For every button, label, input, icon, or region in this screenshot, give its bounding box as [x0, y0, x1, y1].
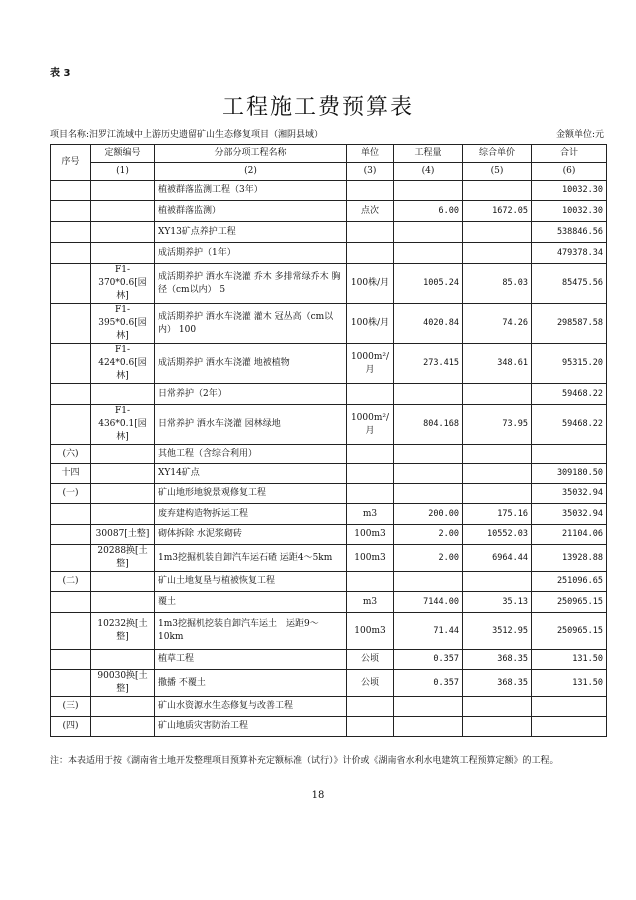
cell-seq [51, 201, 91, 222]
cell-name: 1m3挖掘机装自卸汽车运石碴 运距4～5km [155, 545, 347, 572]
cell-unit: 公顷 [347, 650, 394, 670]
cell-qty: 2.00 [394, 525, 463, 545]
cell-name: XY14矿点 [155, 464, 347, 484]
cell-total: 59468.22 [532, 405, 607, 445]
cell-total [532, 445, 607, 464]
cell-unit [347, 445, 394, 464]
cell-unit: 1000m²/月 [347, 405, 394, 445]
cell-qty: 0.357 [394, 650, 463, 670]
cell-seq: (四) [51, 717, 91, 737]
cell-price: 368.35 [463, 650, 532, 670]
cell-qty: 200.00 [394, 504, 463, 525]
cell-code: 90030换[土整] [91, 670, 155, 697]
cell-price: 3512.95 [463, 613, 532, 650]
cell-qty [394, 384, 463, 405]
cell-name: 砌体拆除 水泥浆砌砖 [155, 525, 347, 545]
cell-qty: 2.00 [394, 545, 463, 572]
cell-qty [394, 572, 463, 592]
cell-seq: (三) [51, 697, 91, 717]
budget-table [50, 144, 607, 737]
cell-price: 85.03 [463, 264, 532, 304]
cell-price: 175.16 [463, 504, 532, 525]
table-row [51, 405, 607, 445]
table-row [51, 717, 607, 737]
cell-price: 73.95 [463, 405, 532, 445]
header-index-qty: (4) [394, 163, 463, 181]
cell-total: 250965.15 [532, 613, 607, 650]
cell-code [91, 717, 155, 737]
cell-code [91, 697, 155, 717]
cell-unit: m3 [347, 592, 394, 613]
cell-unit: 100m3 [347, 613, 394, 650]
cell-name: 成活期养护 洒水车浇灌 乔木 多排常绿乔木 胸径（cm以内） 5 [155, 264, 347, 304]
cell-name: XY13矿点养护工程 [155, 222, 347, 243]
cell-seq: 十四 [51, 464, 91, 484]
cell-price [463, 181, 532, 201]
cell-seq [51, 222, 91, 243]
cell-unit [347, 717, 394, 737]
cell-name: 覆土 [155, 592, 347, 613]
cell-seq: (一) [51, 484, 91, 504]
table-row [51, 445, 607, 464]
cell-seq: (二) [51, 572, 91, 592]
cell-name: 废弃建构造物拆运工程 [155, 504, 347, 525]
cell-unit [347, 243, 394, 264]
cell-price [463, 445, 532, 464]
cell-total: 13928.88 [532, 545, 607, 572]
cell-price [463, 717, 532, 737]
cell-price [463, 697, 532, 717]
cell-name: 矿山土地复垦与植被恢复工程 [155, 572, 347, 592]
table-row [51, 545, 607, 572]
cell-total [532, 717, 607, 737]
table-row [51, 243, 607, 264]
cell-seq [51, 670, 91, 697]
cell-seq [51, 592, 91, 613]
cell-price [463, 243, 532, 264]
table-row [51, 650, 607, 670]
cell-code [91, 384, 155, 405]
cell-code: 10232换[土整] [91, 613, 155, 650]
header-code: 定额编号 [91, 145, 155, 163]
cell-seq [51, 264, 91, 304]
cell-seq [51, 181, 91, 201]
cell-qty [394, 181, 463, 201]
cell-seq [51, 344, 91, 384]
cell-seq [51, 304, 91, 344]
cell-qty: 0.357 [394, 670, 463, 697]
cell-code [91, 484, 155, 504]
cell-total: 35032.94 [532, 484, 607, 504]
cell-unit [347, 464, 394, 484]
header-index-code: (1) [91, 163, 155, 181]
cell-qty [394, 717, 463, 737]
header-index-name: (2) [155, 163, 347, 181]
cell-price: 35.13 [463, 592, 532, 613]
cell-qty: 7144.00 [394, 592, 463, 613]
header-qty: 工程量 [394, 145, 463, 163]
cell-total: 251096.65 [532, 572, 607, 592]
cell-seq [51, 525, 91, 545]
cell-code [91, 504, 155, 525]
table-row [51, 613, 607, 650]
cell-total: 85475.56 [532, 264, 607, 304]
cell-name: 撒播 不覆土 [155, 670, 347, 697]
cell-unit: 100m3 [347, 525, 394, 545]
table-row [51, 264, 607, 304]
cell-total: 538846.56 [532, 222, 607, 243]
cell-qty: 6.00 [394, 201, 463, 222]
cell-seq [51, 650, 91, 670]
cell-code: F1-395*0.6[园林] [91, 304, 155, 344]
cell-qty [394, 697, 463, 717]
cell-unit [347, 222, 394, 243]
cell-seq [51, 504, 91, 525]
header-index-unit: (3) [347, 163, 394, 181]
header-index-price: (5) [463, 163, 532, 181]
page-title: 工程施工费预算表 [221, 95, 414, 120]
cell-price: 6964.44 [463, 545, 532, 572]
cell-seq [51, 384, 91, 405]
cell-total: 131.50 [532, 670, 607, 697]
cell-unit: 点次 [347, 201, 394, 222]
cell-unit: m3 [347, 504, 394, 525]
cell-unit: 1000m²/月 [347, 344, 394, 384]
cell-price: 10552.03 [463, 525, 532, 545]
cell-price [463, 464, 532, 484]
cell-code [91, 592, 155, 613]
header-index-total: (6) [532, 163, 607, 181]
table-row [51, 464, 607, 484]
table-row [51, 384, 607, 405]
header-price: 综合单价 [463, 145, 532, 163]
cell-qty: 71.44 [394, 613, 463, 650]
cell-price: 74.26 [463, 304, 532, 344]
cell-qty [394, 484, 463, 504]
header-unit: 单位 [347, 145, 394, 163]
cell-name: 日常养护 洒水车浇灌 园林绿地 [155, 405, 347, 445]
cell-total: 479378.34 [532, 243, 607, 264]
cell-qty: 1005.24 [394, 264, 463, 304]
project-name: 项目名称:汨罗江流域中上游历史遗留矿山生态修复项目（湘阴县域） [50, 130, 324, 140]
cell-price [463, 572, 532, 592]
cell-total: 10032.30 [532, 201, 607, 222]
cell-seq [51, 243, 91, 264]
cell-seq [51, 405, 91, 445]
table-row [51, 201, 607, 222]
table-row [51, 484, 607, 504]
cell-name: 矿山水资源水生态修复与改善工程 [155, 697, 347, 717]
cell-qty [394, 222, 463, 243]
cell-unit [347, 572, 394, 592]
cell-code: F1-436*0.1[园林] [91, 405, 155, 445]
cell-total: 95315.20 [532, 344, 607, 384]
cell-qty [394, 445, 463, 464]
cell-name: 其他工程（含综合利用） [155, 445, 347, 464]
table-row [51, 525, 607, 545]
cell-name: 植草工程 [155, 650, 347, 670]
cell-code: 30087[土整] [91, 525, 155, 545]
cell-code [91, 445, 155, 464]
cell-unit: 100m3 [347, 545, 394, 572]
cell-name: 成活期养护 洒水车浇灌 地被植物 [155, 344, 347, 384]
cell-name: 矿山地形地貌景观修复工程 [155, 484, 347, 504]
table-row [51, 304, 607, 344]
cell-qty: 273.415 [394, 344, 463, 384]
table-row [51, 592, 607, 613]
cell-code: F1-370*0.6[园林] [91, 264, 155, 304]
header-seq: 序号 [51, 145, 91, 181]
cell-name: 成活期养护 洒水车浇灌 灌木 冠丛高（cm以内） 100 [155, 304, 347, 344]
cell-code [91, 650, 155, 670]
footnote: 注：本表适用于按《湖南省土地开发整理项目预算补充定额标准（试行）》计价或《湖南省水利水电建筑工程预算定额》的工程。 [50, 756, 559, 766]
cell-unit [347, 181, 394, 201]
cell-code [91, 222, 155, 243]
cell-total: 250965.15 [532, 592, 607, 613]
cell-total: 21104.06 [532, 525, 607, 545]
table-row [51, 181, 607, 201]
cell-total: 10032.30 [532, 181, 607, 201]
cell-unit [347, 484, 394, 504]
cell-name: 1m3挖掘机挖装自卸汽车运土 运距9～10km [155, 613, 347, 650]
table-row [51, 670, 607, 697]
cell-name: 日常养护（2年） [155, 384, 347, 405]
cell-code [91, 181, 155, 201]
cell-name: 植被群落监测） [155, 201, 347, 222]
cell-qty [394, 464, 463, 484]
cell-code [91, 243, 155, 264]
cell-total: 35032.94 [532, 504, 607, 525]
cell-code: F1-424*0.6[园林] [91, 344, 155, 384]
cell-code [91, 464, 155, 484]
page-number: 18 [311, 790, 325, 801]
table-row [51, 697, 607, 717]
header-name: 分部分项工程名称 [155, 145, 347, 163]
cell-seq [51, 545, 91, 572]
cell-price [463, 484, 532, 504]
cell-seq: (六) [51, 445, 91, 464]
cell-code: 20288换[土整] [91, 545, 155, 572]
cell-total: 298587.58 [532, 304, 607, 344]
table-row [51, 572, 607, 592]
cell-qty: 4020.84 [394, 304, 463, 344]
cell-total: 59468.22 [532, 384, 607, 405]
cell-price: 348.61 [463, 344, 532, 384]
cell-code [91, 572, 155, 592]
cell-price [463, 222, 532, 243]
cell-unit: 100株/月 [347, 264, 394, 304]
table-row [51, 222, 607, 243]
cell-qty: 804.168 [394, 405, 463, 445]
cell-total: 309180.50 [532, 464, 607, 484]
cell-name: 植被群落监测工程（3年） [155, 181, 347, 201]
cell-seq [51, 613, 91, 650]
header-total: 合计 [532, 145, 607, 163]
cell-total [532, 697, 607, 717]
cell-price: 368.35 [463, 670, 532, 697]
cell-unit [347, 384, 394, 405]
cell-total: 131.50 [532, 650, 607, 670]
cell-unit [347, 697, 394, 717]
cell-unit: 公顷 [347, 670, 394, 697]
cell-name: 成活期养护（1年） [155, 243, 347, 264]
cell-code [91, 201, 155, 222]
table-label: 表 3 [50, 68, 71, 79]
table-row [51, 344, 607, 384]
cell-price [463, 384, 532, 405]
cell-qty [394, 243, 463, 264]
cell-name: 矿山地质灾害防治工程 [155, 717, 347, 737]
cell-unit: 100株/月 [347, 304, 394, 344]
cell-price: 1672.05 [463, 201, 532, 222]
amount-unit: 金额单位:元 [555, 130, 604, 140]
table-row [51, 504, 607, 525]
